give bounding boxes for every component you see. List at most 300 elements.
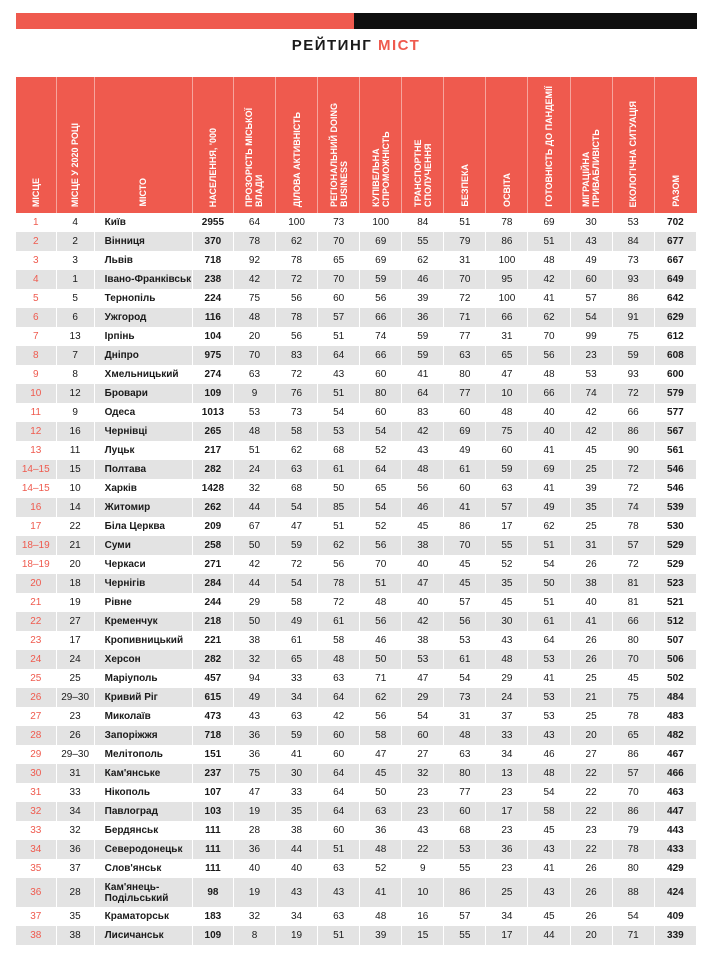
- migration-cell: 22: [570, 783, 612, 802]
- prev-rank-cell: 31: [56, 764, 94, 783]
- transport-cell: 59: [402, 346, 444, 365]
- rank-cell: 32: [16, 802, 56, 821]
- business-activity-cell: 58: [276, 422, 318, 441]
- purchasing-power-cell: 48: [360, 840, 402, 859]
- migration-cell: 25: [570, 707, 612, 726]
- ecology-cell: 81: [612, 593, 654, 612]
- safety-cell: 68: [444, 821, 486, 840]
- rank-cell: 28: [16, 726, 56, 745]
- safety-cell: 71: [444, 308, 486, 327]
- migration-cell: 26: [570, 859, 612, 878]
- ecology-cell: 70: [612, 650, 654, 669]
- rank-cell: 13: [16, 441, 56, 460]
- rank-cell: 24: [16, 650, 56, 669]
- total-cell: 642: [654, 289, 696, 308]
- table-row: [16, 232, 697, 251]
- column-header: [402, 77, 444, 213]
- column-header-label: МІСЦЕ У 2020 РОЦІ: [70, 122, 81, 207]
- table-row: [16, 669, 697, 688]
- transport-cell: 45: [402, 517, 444, 536]
- pandemic-readiness-cell: 45: [528, 907, 570, 926]
- safety-cell: 63: [444, 346, 486, 365]
- transparency-cell: 44: [233, 498, 275, 517]
- city-cell: Кременчук: [94, 612, 192, 631]
- migration-cell: 31: [570, 536, 612, 555]
- transport-cell: 55: [402, 232, 444, 251]
- safety-cell: 86: [444, 517, 486, 536]
- rank-cell: 25: [16, 669, 56, 688]
- city-cell: Мелітополь: [94, 745, 192, 764]
- column-header-label: РАЗОМ: [670, 175, 681, 207]
- table-row: [16, 289, 697, 308]
- business-activity-cell: 78: [276, 308, 318, 327]
- population-cell: 271: [192, 555, 233, 574]
- ecology-cell: 72: [612, 460, 654, 479]
- pandemic-readiness-cell: 40: [528, 422, 570, 441]
- column-header: [444, 77, 486, 213]
- business-activity-cell: 83: [276, 346, 318, 365]
- pandemic-readiness-cell: 49: [528, 498, 570, 517]
- education-cell: 48: [486, 650, 528, 669]
- purchasing-power-cell: 52: [360, 859, 402, 878]
- transport-cell: 64: [402, 384, 444, 403]
- population-cell: 104: [192, 327, 233, 346]
- rank-cell: 29: [16, 745, 56, 764]
- table-row: [16, 270, 697, 289]
- doing-business-cell: 54: [318, 403, 360, 422]
- ecology-cell: 90: [612, 441, 654, 460]
- city-cell: Хмельницький: [94, 365, 192, 384]
- prev-rank-cell: 1: [56, 270, 94, 289]
- doing-business-cell: 50: [318, 479, 360, 498]
- column-header: [233, 77, 275, 213]
- doing-business-cell: 70: [318, 270, 360, 289]
- migration-cell: 43: [570, 232, 612, 251]
- total-cell: 702: [654, 213, 696, 232]
- transport-cell: 40: [402, 555, 444, 574]
- purchasing-power-cell: 74: [360, 327, 402, 346]
- transport-cell: 16: [402, 907, 444, 926]
- prev-rank-cell: 10: [56, 479, 94, 498]
- table-row: [16, 726, 697, 745]
- prev-rank-cell: 34: [56, 802, 94, 821]
- rank-cell: 4: [16, 270, 56, 289]
- city-cell: Київ: [94, 213, 192, 232]
- business-activity-cell: 38: [276, 821, 318, 840]
- prev-rank-cell: 33: [56, 783, 94, 802]
- migration-cell: 25: [570, 460, 612, 479]
- migration-cell: 20: [570, 726, 612, 745]
- purchasing-power-cell: 52: [360, 517, 402, 536]
- city-cell: Запоріжжя: [94, 726, 192, 745]
- table-row: [16, 346, 697, 365]
- column-header-label: ДІЛОВА АКТИВНІСТЬ: [291, 111, 302, 207]
- doing-business-cell: 60: [318, 745, 360, 764]
- population-cell: 103: [192, 802, 233, 821]
- total-cell: 649: [654, 270, 696, 289]
- education-cell: 36: [486, 840, 528, 859]
- business-activity-cell: 40: [276, 859, 318, 878]
- total-cell: 521: [654, 593, 696, 612]
- prev-rank-cell: 8: [56, 365, 94, 384]
- business-activity-cell: 47: [276, 517, 318, 536]
- table-row: [16, 403, 697, 422]
- total-cell: 523: [654, 574, 696, 593]
- pandemic-readiness-cell: 51: [528, 593, 570, 612]
- safety-cell: 60: [444, 479, 486, 498]
- transport-cell: 15: [402, 926, 444, 945]
- population-cell: 151: [192, 745, 233, 764]
- pandemic-readiness-cell: 48: [528, 764, 570, 783]
- migration-cell: 26: [570, 650, 612, 669]
- transparency-cell: 24: [233, 460, 275, 479]
- column-header: [612, 77, 654, 213]
- education-cell: 55: [486, 536, 528, 555]
- city-cell: Маріуполь: [94, 669, 192, 688]
- transparency-cell: 67: [233, 517, 275, 536]
- transport-cell: 46: [402, 270, 444, 289]
- education-cell: 65: [486, 346, 528, 365]
- ecology-cell: 86: [612, 422, 654, 441]
- business-activity-cell: 73: [276, 403, 318, 422]
- prev-rank-cell: 29–30: [56, 688, 94, 707]
- safety-cell: 45: [444, 555, 486, 574]
- transport-cell: 36: [402, 308, 444, 327]
- transport-cell: 46: [402, 498, 444, 517]
- safety-cell: 51: [444, 213, 486, 232]
- doing-business-cell: 61: [318, 460, 360, 479]
- column-header-label: ОСВІТА: [501, 173, 512, 207]
- column-header: [486, 77, 528, 213]
- transport-cell: 40: [402, 593, 444, 612]
- transparency-cell: 63: [233, 365, 275, 384]
- table-row: [16, 308, 697, 327]
- population-cell: 370: [192, 232, 233, 251]
- purchasing-power-cell: 48: [360, 593, 402, 612]
- prev-rank-cell: 5: [56, 289, 94, 308]
- population-cell: 284: [192, 574, 233, 593]
- population-cell: 209: [192, 517, 233, 536]
- purchasing-power-cell: 56: [360, 536, 402, 555]
- population-cell: 274: [192, 365, 233, 384]
- migration-cell: 26: [570, 907, 612, 926]
- transparency-cell: 42: [233, 555, 275, 574]
- prev-rank-cell: 14: [56, 498, 94, 517]
- city-cell: Чернівці: [94, 422, 192, 441]
- ecology-cell: 93: [612, 270, 654, 289]
- prev-rank-cell: 29–30: [56, 745, 94, 764]
- purchasing-power-cell: 46: [360, 631, 402, 650]
- safety-cell: 55: [444, 859, 486, 878]
- purchasing-power-cell: 58: [360, 726, 402, 745]
- rank-cell: 10: [16, 384, 56, 403]
- migration-cell: 42: [570, 403, 612, 422]
- prev-rank-cell: 15: [56, 460, 94, 479]
- pandemic-readiness-cell: 56: [528, 346, 570, 365]
- business-activity-cell: 63: [276, 707, 318, 726]
- transparency-cell: 94: [233, 669, 275, 688]
- transparency-cell: 19: [233, 802, 275, 821]
- transparency-cell: 19: [233, 878, 275, 907]
- doing-business-cell: 63: [318, 907, 360, 926]
- population-cell: 473: [192, 707, 233, 726]
- safety-cell: 86: [444, 878, 486, 907]
- safety-cell: 61: [444, 650, 486, 669]
- transport-cell: 84: [402, 213, 444, 232]
- business-activity-cell: 78: [276, 251, 318, 270]
- population-cell: 262: [192, 498, 233, 517]
- total-cell: 539: [654, 498, 696, 517]
- total-cell: 433: [654, 840, 696, 859]
- business-activity-cell: 68: [276, 479, 318, 498]
- safety-cell: 53: [444, 631, 486, 650]
- transparency-cell: 32: [233, 479, 275, 498]
- transparency-cell: 48: [233, 422, 275, 441]
- pandemic-readiness-cell: 61: [528, 612, 570, 631]
- rank-cell: 34: [16, 840, 56, 859]
- pandemic-readiness-cell: 45: [528, 821, 570, 840]
- table-row: [16, 536, 697, 555]
- population-cell: 718: [192, 726, 233, 745]
- pandemic-readiness-cell: 48: [528, 251, 570, 270]
- city-cell: Ірпінь: [94, 327, 192, 346]
- transport-cell: 53: [402, 650, 444, 669]
- prev-rank-cell: 21: [56, 536, 94, 555]
- city-cell: Львів: [94, 251, 192, 270]
- safety-cell: 79: [444, 232, 486, 251]
- prev-rank-cell: 13: [56, 327, 94, 346]
- business-activity-cell: 34: [276, 688, 318, 707]
- pandemic-readiness-cell: 41: [528, 441, 570, 460]
- safety-cell: 80: [444, 764, 486, 783]
- doing-business-cell: 60: [318, 821, 360, 840]
- city-cell: Житомир: [94, 498, 192, 517]
- purchasing-power-cell: 100: [360, 213, 402, 232]
- prev-rank-cell: 28: [56, 878, 94, 907]
- doing-business-cell: 64: [318, 764, 360, 783]
- transport-cell: 27: [402, 745, 444, 764]
- doing-business-cell: 43: [318, 365, 360, 384]
- rank-cell: 20: [16, 574, 56, 593]
- total-cell: 339: [654, 926, 696, 945]
- column-header-label: КУПІВЕЛЬНА СПРОМОЖНІСТЬ: [370, 131, 391, 207]
- rank-cell: 35: [16, 859, 56, 878]
- business-activity-cell: 41: [276, 745, 318, 764]
- doing-business-cell: 65: [318, 251, 360, 270]
- education-cell: 86: [486, 232, 528, 251]
- business-activity-cell: 72: [276, 270, 318, 289]
- migration-cell: 22: [570, 840, 612, 859]
- table-row: [16, 783, 697, 802]
- rank-cell: 6: [16, 308, 56, 327]
- purchasing-power-cell: 65: [360, 479, 402, 498]
- education-cell: 35: [486, 574, 528, 593]
- migration-cell: 23: [570, 821, 612, 840]
- doing-business-cell: 51: [318, 384, 360, 403]
- city-cell: Полтава: [94, 460, 192, 479]
- education-cell: 34: [486, 907, 528, 926]
- safety-cell: 45: [444, 574, 486, 593]
- transport-cell: 22: [402, 840, 444, 859]
- doing-business-cell: 61: [318, 612, 360, 631]
- transport-cell: 48: [402, 460, 444, 479]
- rank-cell: 2: [16, 232, 56, 251]
- prev-rank-cell: 22: [56, 517, 94, 536]
- doing-business-cell: 60: [318, 726, 360, 745]
- migration-cell: 38: [570, 574, 612, 593]
- education-cell: 31: [486, 327, 528, 346]
- transport-cell: 43: [402, 821, 444, 840]
- city-cell: Ужгород: [94, 308, 192, 327]
- business-activity-cell: 72: [276, 555, 318, 574]
- business-activity-cell: 54: [276, 574, 318, 593]
- table-row: [16, 422, 697, 441]
- population-cell: 98: [192, 878, 233, 907]
- pandemic-readiness-cell: 53: [528, 707, 570, 726]
- pandemic-readiness-cell: 69: [528, 460, 570, 479]
- transport-cell: 56: [402, 479, 444, 498]
- ecology-cell: 79: [612, 821, 654, 840]
- business-activity-cell: 58: [276, 593, 318, 612]
- education-cell: 17: [486, 926, 528, 945]
- population-cell: 258: [192, 536, 233, 555]
- safety-cell: 80: [444, 365, 486, 384]
- total-cell: 677: [654, 232, 696, 251]
- migration-cell: 26: [570, 555, 612, 574]
- pandemic-readiness-cell: 62: [528, 308, 570, 327]
- migration-cell: 57: [570, 289, 612, 308]
- table-row: [16, 498, 697, 517]
- transparency-cell: 64: [233, 213, 275, 232]
- total-cell: 629: [654, 308, 696, 327]
- pandemic-readiness-cell: 43: [528, 840, 570, 859]
- city-cell: Миколаїв: [94, 707, 192, 726]
- population-cell: 111: [192, 859, 233, 878]
- doing-business-cell: 58: [318, 631, 360, 650]
- population-cell: 107: [192, 783, 233, 802]
- prev-rank-cell: 35: [56, 907, 94, 926]
- purchasing-power-cell: 80: [360, 384, 402, 403]
- pandemic-readiness-cell: 62: [528, 517, 570, 536]
- purchasing-power-cell: 56: [360, 707, 402, 726]
- transport-cell: 42: [402, 422, 444, 441]
- transport-cell: 10: [402, 878, 444, 907]
- rank-cell: 8: [16, 346, 56, 365]
- migration-cell: 23: [570, 346, 612, 365]
- transparency-cell: 75: [233, 764, 275, 783]
- business-activity-cell: 44: [276, 840, 318, 859]
- education-cell: 47: [486, 365, 528, 384]
- pandemic-readiness-cell: 41: [528, 289, 570, 308]
- transparency-cell: 36: [233, 726, 275, 745]
- rank-cell: 9: [16, 365, 56, 384]
- total-cell: 530: [654, 517, 696, 536]
- pandemic-readiness-cell: 46: [528, 745, 570, 764]
- top-bar-red-segment: [16, 13, 354, 29]
- table-row: [16, 555, 697, 574]
- education-cell: 43: [486, 631, 528, 650]
- purchasing-power-cell: 52: [360, 441, 402, 460]
- total-cell: 502: [654, 669, 696, 688]
- education-cell: 57: [486, 498, 528, 517]
- pandemic-readiness-cell: 44: [528, 926, 570, 945]
- purchasing-power-cell: 70: [360, 555, 402, 574]
- doing-business-cell: 42: [318, 707, 360, 726]
- total-cell: 507: [654, 631, 696, 650]
- pandemic-readiness-cell: 41: [528, 479, 570, 498]
- ecology-cell: 86: [612, 745, 654, 764]
- table-row: [16, 479, 697, 498]
- ecology-cell: 86: [612, 289, 654, 308]
- education-cell: 95: [486, 270, 528, 289]
- purchasing-power-cell: 62: [360, 688, 402, 707]
- column-header: [94, 77, 192, 213]
- table-row: [16, 859, 697, 878]
- transport-cell: 41: [402, 365, 444, 384]
- education-cell: 45: [486, 593, 528, 612]
- city-cell: Тернопіль: [94, 289, 192, 308]
- ecology-cell: 88: [612, 878, 654, 907]
- transport-cell: 47: [402, 669, 444, 688]
- business-activity-cell: 56: [276, 289, 318, 308]
- column-header-label: НАСЕЛЕННЯ, '000: [207, 127, 218, 207]
- doing-business-cell: 85: [318, 498, 360, 517]
- table-row: [16, 878, 697, 907]
- purchasing-power-cell: 69: [360, 232, 402, 251]
- prev-rank-cell: 32: [56, 821, 94, 840]
- purchasing-power-cell: 41: [360, 878, 402, 907]
- rank-cell: 26: [16, 688, 56, 707]
- city-cell: Кропивницький: [94, 631, 192, 650]
- transparency-cell: 36: [233, 840, 275, 859]
- transparency-cell: 50: [233, 536, 275, 555]
- transport-cell: 32: [402, 764, 444, 783]
- city-cell: Івано-Франківськ: [94, 270, 192, 289]
- ecology-cell: 80: [612, 631, 654, 650]
- ecology-cell: 59: [612, 346, 654, 365]
- table-row: [16, 840, 697, 859]
- migration-cell: 42: [570, 422, 612, 441]
- city-cell: Краматорськ: [94, 907, 192, 926]
- purchasing-power-cell: 39: [360, 926, 402, 945]
- business-activity-cell: 19: [276, 926, 318, 945]
- table-row: [16, 926, 697, 945]
- transparency-cell: 70: [233, 346, 275, 365]
- transport-cell: 59: [402, 327, 444, 346]
- table-row: [16, 650, 697, 669]
- purchasing-power-cell: 56: [360, 612, 402, 631]
- table-row: [16, 384, 697, 403]
- business-activity-cell: 33: [276, 783, 318, 802]
- safety-cell: 61: [444, 460, 486, 479]
- purchasing-power-cell: 50: [360, 783, 402, 802]
- table-row: [16, 213, 697, 232]
- business-activity-cell: 43: [276, 878, 318, 907]
- population-cell: 109: [192, 926, 233, 945]
- population-cell: 224: [192, 289, 233, 308]
- transparency-cell: 40: [233, 859, 275, 878]
- table-row: [16, 688, 697, 707]
- ecology-cell: 72: [612, 555, 654, 574]
- population-cell: 238: [192, 270, 233, 289]
- ecology-cell: 75: [612, 688, 654, 707]
- total-cell: 561: [654, 441, 696, 460]
- column-header: [192, 77, 233, 213]
- transparency-cell: 38: [233, 631, 275, 650]
- ecology-cell: 57: [612, 536, 654, 555]
- total-cell: 608: [654, 346, 696, 365]
- column-header: [570, 77, 612, 213]
